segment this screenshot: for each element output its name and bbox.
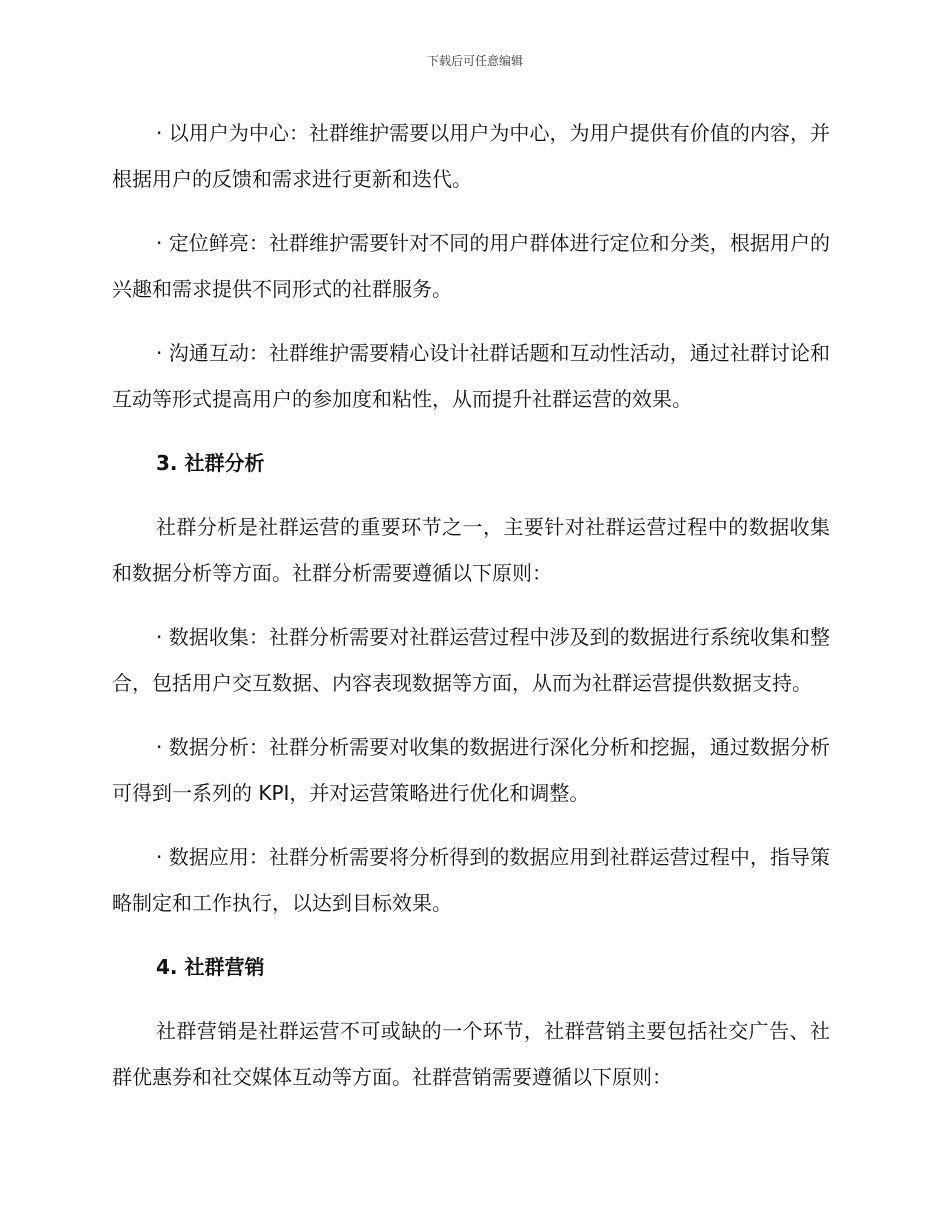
section-heading-community-marketing: 4. 社群营销 (156, 955, 265, 979)
section-heading-community-analysis: 3. 社群分析 (156, 451, 265, 475)
bullet-data-collection: · 数据收集：社群分析需要对社群运营过程中涉及到的数据进行系统收集和整合，包括用户交互数据、内容表现数据等方面，从而为社群运营提供数据支持。 (112, 625, 830, 695)
bullet-user-centric: · 以用户为中心：社群维护需要以用户为中心，为用户提供有价值的内容，并根据用户的反馈和需求进行更新和迭代。 (112, 121, 830, 191)
bullet-communication: · 沟通互动：社群维护需要精心设计社群话题和互动性活动，通过社群讨论和互动等形式提高用户的参加度和粘性，从而提升社群运营的效果。 (112, 341, 830, 411)
bullet-data-application: · 数据应用：社群分析需要将分析得到的数据应用到社群运营过程中，指导策略制定和工作执行，以达到目标效果。 (112, 845, 830, 915)
bullet-positioning: · 定位鲜亮：社群维护需要针对不同的用户群体进行定位和分类，根据用户的兴趣和需求提供不同形式的社群服务。 (112, 231, 830, 301)
bullet-data-analysis: · 数据分析：社群分析需要对收集的数据进行深化分析和挖掘，通过数据分析可得到一系列的 KPI，并对运营策略进行优化和调整。 (112, 735, 830, 805)
paragraph-marketing-intro: 社群营销是社群运营不可或缺的一个环节，社群营销主要包括社交广告、社群优惠券和社交媒体互动等方面。社群营销需要遵循以下原则： (112, 1019, 830, 1089)
document-body (112, 110, 830, 1118)
page-header-note: 下载后可任意编辑 (426, 54, 523, 68)
paragraph-analysis-intro: 社群分析是社群运营的重要环节之一，主要针对社群运营过程中的数据收集和数据分析等方面。社群分析需要遵循以下原则： (112, 515, 830, 585)
